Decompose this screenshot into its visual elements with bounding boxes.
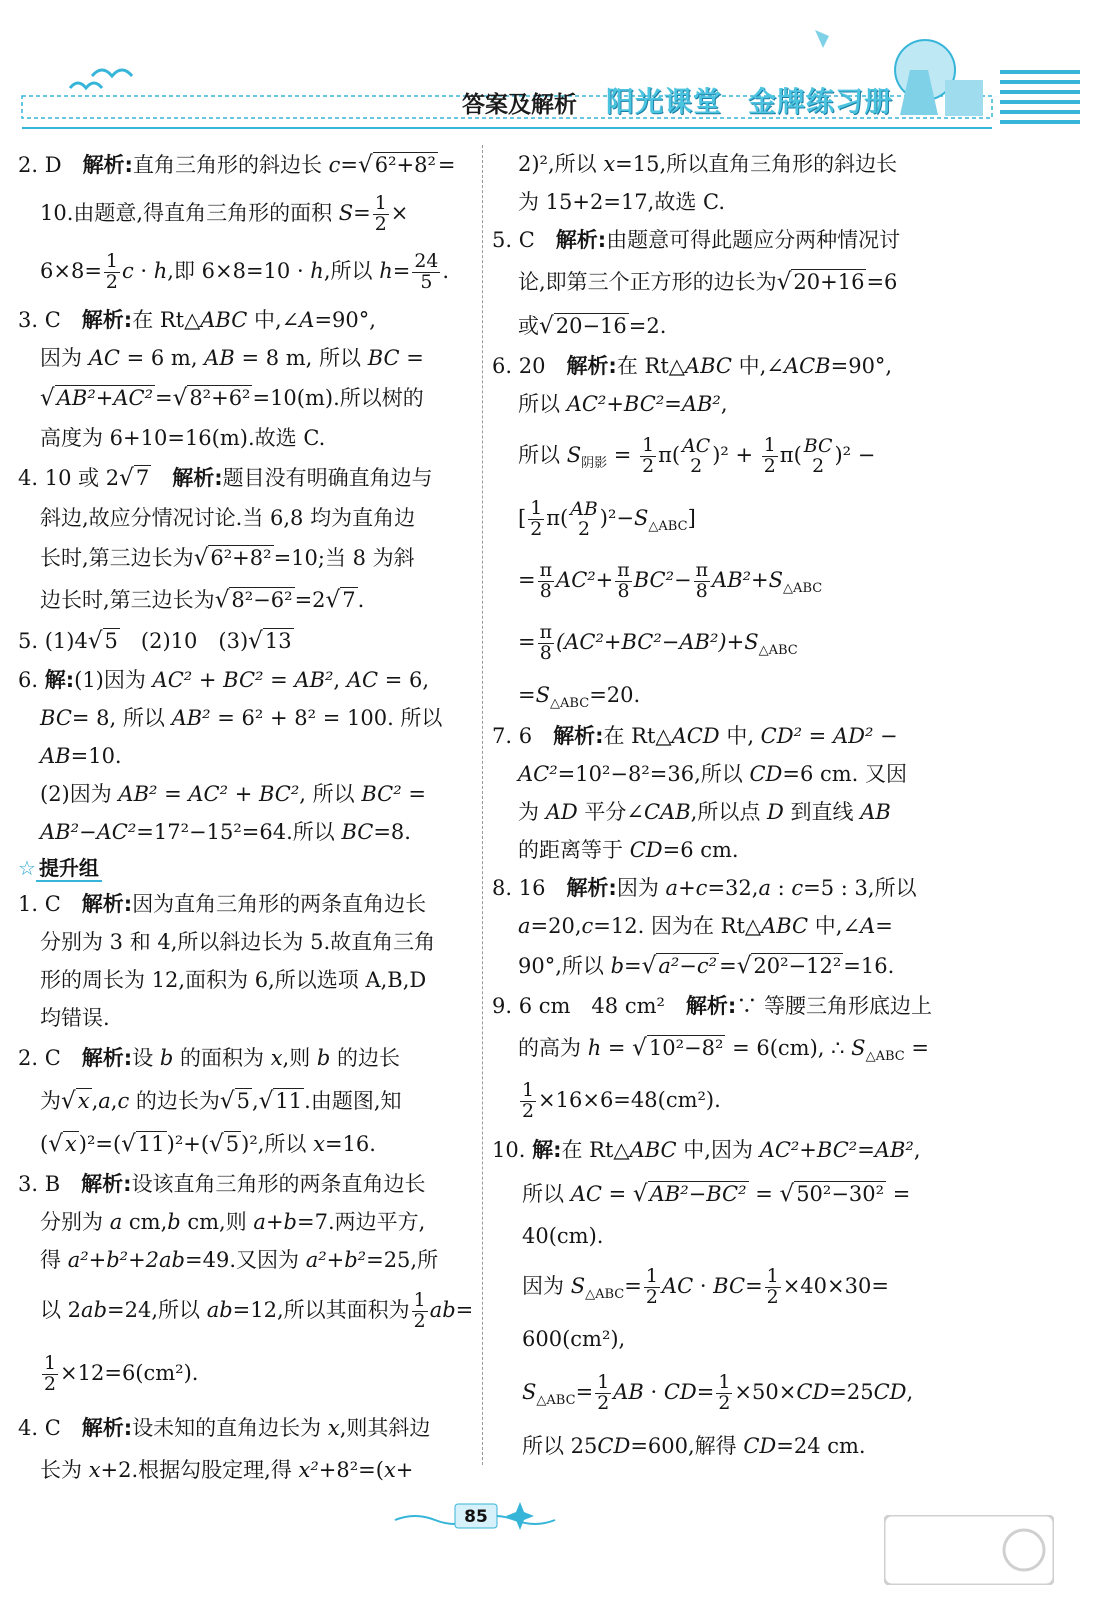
answer-line: 因为 $S_{\triangle ABC}=$ $\frac{1}{2}$ AC · BC= $\frac{1}{2}$ ×40×30= — [522, 1265, 889, 1308]
answer-line: 因为 AC = 6 m, AB = 8 m, 所以 BC = — [40, 346, 424, 370]
answer-line: = $\frac{\pi}{8}$ $(AC^2+BC^2-AB^2)+S_{\triangle ABC}$ — [518, 621, 798, 664]
answer-line: (√x)²=(√11)²+(√5)²,所以 x=16. — [40, 1131, 376, 1157]
answer-line: 所以 AC²+BC²=AB², — [518, 392, 728, 416]
answer-line: 2. C 解析:设 b 的面积为 x,则 b 的边长 — [18, 1046, 401, 1070]
answer-line: 所以 AC = √AB²−BC² = √50²−30² = — [522, 1181, 911, 1207]
answer-line: (2)因为 AB² = AC² + BC², 所以 BC² = — [40, 782, 426, 806]
answer-line: [ $\frac{1}{2}$ π( AB 2 )$^2-S_{\triangle ABC}$] — [518, 497, 696, 540]
answer-line: 为 15+2=17,故选 C. — [518, 190, 726, 214]
answer-line: 斜边,故应分情况讨论.当 6,8 均为直角边 — [40, 506, 416, 530]
kite-icon — [815, 30, 829, 48]
answer-line: 分别为 a cm,b cm,则 a+b=7.两边平方, — [40, 1210, 426, 1234]
right-column — [492, 145, 962, 1469]
answer-line: 6. 解:(1)因为 AC² + BC² = AB², AC = 6, — [18, 668, 429, 692]
left-column — [18, 145, 474, 1489]
column-divider — [482, 145, 483, 1465]
answer-line: $S_{\triangle ABC}=$ $\frac{1}{2}$ AB · CD= $\frac{1}{2}$ ×50×CD=25CD, — [522, 1371, 914, 1414]
sparkle-icon — [506, 1502, 534, 1530]
answer-line: AB=10. — [40, 744, 122, 768]
answer-line: 9. 6 cm 48 cm² 解析:∵ 等腰三角形底边上 — [492, 994, 933, 1018]
answer-line: 90°,所以 b=√a²−c²=√20²−12²=16. — [518, 953, 895, 979]
answer-line: 2. D 解析:直角三角形的斜边长 c=√6²+8²= — [18, 152, 456, 178]
answer-line: $=S_{\triangle ABC}=20$. — [518, 683, 641, 712]
answer-line: = $\frac{\pi}{8}$ AC²+ $\frac{\pi}{8}$ BC²− $\frac{\pi}{8}$ $AB^2+S_{\triangle ABC}$ — [518, 559, 823, 602]
section-heading: ☆ 提升组 — [18, 851, 470, 885]
answer-line: 论,即第三个正方形的边长为√20+16=6 — [518, 269, 898, 295]
answer-line: 长时,第三边长为√6²+8²=10;当 8 为斜 — [40, 545, 415, 571]
answer-line: BC= 8, 所以 AB² = 6² + 8² = 100. 所以 — [40, 706, 443, 730]
answer-line: 边长时,第三边长为√8²−6²=2√7. — [40, 587, 365, 613]
watermark-logo — [884, 1515, 1054, 1585]
answer-line: a=20,c=12. 因为在 Rt△ABC 中,∠A= — [518, 914, 893, 938]
answer-line: 长为 x+2.根据勾股定理,得 x²+8²=(x+ — [40, 1458, 414, 1482]
answer-line: 所以 $S_{阴影}$ = $\frac{1}{2}$ π( AC 2 )² + $\frac{1}{2}$ π( BC 2 )² − — [518, 434, 876, 477]
answer-line: $\frac{1}{2}$ ×16×6=48(cm²). — [522, 1079, 721, 1122]
answer-line: 5. (1)4√5 (2)10 (3)√13 — [18, 628, 292, 654]
answer-line: 40(cm). — [522, 1224, 604, 1248]
answer-line: 2)²,所以 x=15,所以直角三角形的斜边长 — [518, 152, 898, 176]
answer-line: 或√20−16=2. — [518, 313, 667, 339]
bird-icon — [70, 83, 102, 88]
answer-line: 1. C 解析:因为直角三角形的两条直角边长 — [18, 892, 427, 916]
answer-line: AB²−AC²=17²−15²=64.所以 BC=8. — [40, 820, 411, 844]
answer-line: 600(cm²), — [522, 1327, 626, 1351]
answer-line: 5. C 解析:由题意可得此题应分两种情况讨 — [492, 228, 901, 252]
star-icon: ☆ — [18, 856, 36, 880]
answer-line: 7. 6 解析:在 Rt△ACD 中, CD² = AD² − — [492, 724, 898, 748]
answer-line: $\frac{1}{2}$ ×12=6(cm²). — [44, 1352, 199, 1395]
answer-line: 形的周长为 12,面积为 6,所以选项 A,B,D — [40, 968, 427, 992]
answer-line: 以 2ab=24,所以 ab=12,所以其面积为 $\frac{1}{2}$ ab= — [40, 1289, 474, 1332]
page-number: 85 — [464, 1507, 488, 1527]
answer-line: 的高为 h = √10²−8² = 6(cm), ∴ $S_{\triangle ABC}$ = — [518, 1035, 930, 1065]
bird-icon — [92, 70, 132, 76]
answer-line: 3. B 解析:设该直角三角形的两条直角边长 — [18, 1172, 426, 1196]
header-stripes-icon — [1000, 70, 1080, 124]
answer-line: 高度为 6+10=16(m).故选 C. — [40, 426, 326, 450]
answer-line: 4. C 解析:设未知的直角边长为 x,则其斜边 — [18, 1416, 431, 1440]
answer-line: 8. 16 解析:因为 a+c=32,a : c=5 : 3,所以 — [492, 876, 917, 900]
answer-line: 6×8= $\frac{1}{2}$ c · h,即 6×8=10 · h,所以 h= $\frac{24}{5}$ . — [40, 250, 450, 293]
answer-line: 为√x,a,c 的边长为√5,√11.由题图,知 — [40, 1088, 402, 1114]
answer-line: √AB²+AC²=√8²+6²=10(m).所以树的 — [40, 385, 424, 411]
series-title: 阳光课堂 金牌练习册 — [606, 85, 894, 118]
answer-line: 均错误. — [40, 1006, 110, 1030]
book-stack-icon — [945, 80, 983, 116]
header-label: 答案及解析 — [462, 92, 577, 118]
answer-line: AC²=10²−8²=36,所以 CD=6 cm. 又因 — [518, 762, 908, 786]
answer-line: 3. C 解析:在 Rt△ABC 中,∠A=90°, — [18, 308, 376, 332]
answer-line: 4. 10 或 2√7 解析:题目没有明确直角边与 — [18, 465, 433, 491]
answer-line: 得 a²+b²+2ab=49.又因为 a²+b²=25,所 — [40, 1248, 439, 1272]
answer-line: 6. 20 解析:在 Rt△ABC 中,∠ACB=90°, — [492, 354, 893, 378]
header-decoration — [0, 0, 1094, 140]
answer-line: 10. 解:在 Rt△ABC 中,因为 AC²+BC²=AB², — [492, 1138, 921, 1162]
page-header — [0, 0, 1094, 140]
answer-line: 所以 25CD=600,解得 CD=24 cm. — [522, 1434, 866, 1458]
answer-line: 分别为 3 和 4,所以斜边长为 5.故直角三角 — [40, 930, 436, 954]
answer-line: 10.由题意,得直角三角形的面积 S= $\frac{1}{2}$ × — [40, 192, 409, 235]
answer-line: 的距离等于 CD=6 cm. — [518, 838, 739, 862]
answer-line: 为 AD 平分∠CAB,所以点 D 到直线 AB — [518, 800, 891, 824]
